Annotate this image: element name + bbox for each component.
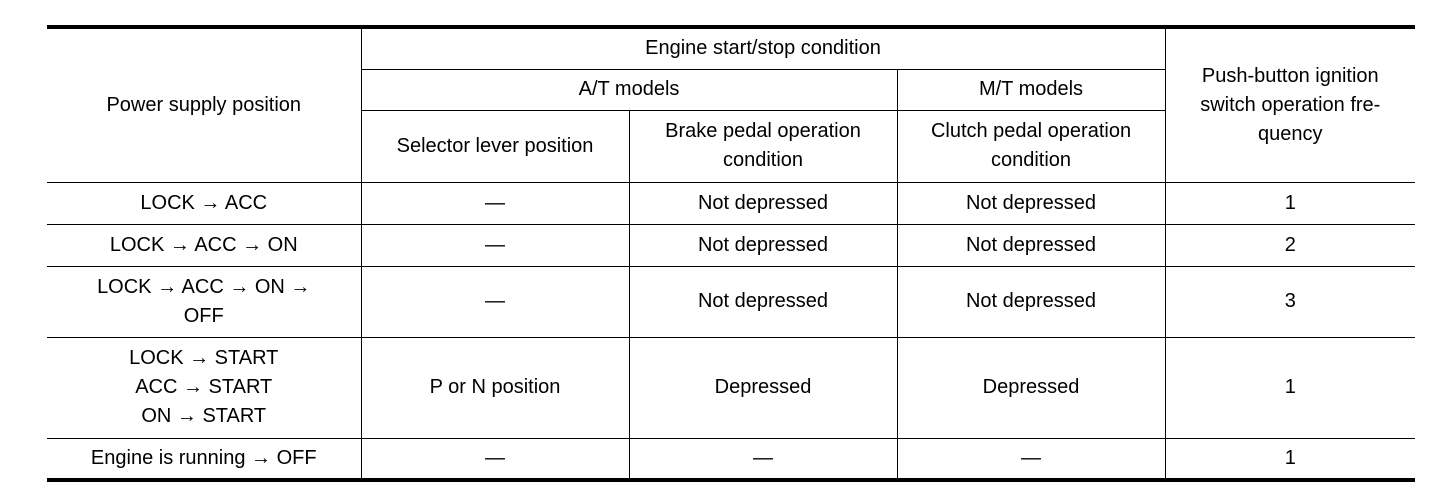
brake-cell: Depressed xyxy=(629,337,897,438)
power-supply-cell xyxy=(47,438,361,480)
header-at-models: A/T models xyxy=(361,69,897,110)
header-brake-line-1: Brake pedal operation xyxy=(665,120,861,142)
header-brake-line-2: condition xyxy=(722,149,804,171)
table-row xyxy=(47,182,1415,224)
header-ignition-line-2: switch operation fre- xyxy=(1200,93,1381,116)
frequency-cell: 1 xyxy=(1165,337,1415,438)
header-mt-models: M/T models xyxy=(897,69,1165,110)
power-supply-line: LOCK → ACC → ON → xyxy=(97,275,311,298)
frequency-cell: 1 xyxy=(1165,182,1415,224)
clutch-cell: Not depressed xyxy=(897,182,1165,224)
power-supply-line: LOCK → ACC → ON xyxy=(109,233,298,256)
power-supply-line: ON → START xyxy=(141,405,267,427)
header-row-1 xyxy=(47,27,1415,69)
table-row xyxy=(47,337,1415,438)
frequency-cell: 3 xyxy=(1165,266,1415,337)
power-supply-cell xyxy=(47,224,361,266)
frequency-cell: 1 xyxy=(1165,438,1415,480)
selector-cell: — xyxy=(361,438,629,480)
selector-cell: — xyxy=(361,182,629,224)
table-row xyxy=(47,224,1415,266)
header-clutch-pedal-condition xyxy=(897,110,1165,182)
selector-cell: — xyxy=(361,266,629,337)
header-ignition-line-1: Push-button ignition xyxy=(1201,64,1379,87)
brake-cell: Not depressed xyxy=(629,224,897,266)
power-supply-line: ACC → START xyxy=(135,376,273,398)
frequency-cell: 2 xyxy=(1165,224,1415,266)
clutch-cell: Not depressed xyxy=(897,266,1165,337)
power-supply-line: LOCK → START xyxy=(129,347,279,369)
power-supply-line: Engine is running → OFF xyxy=(90,446,317,469)
clutch-cell: Not depressed xyxy=(897,224,1165,266)
table-row xyxy=(47,266,1415,337)
header-clutch-line-2: condition xyxy=(990,149,1072,171)
selector-cell: — xyxy=(361,224,629,266)
selector-cell: P or N position xyxy=(361,337,629,438)
header-ignition-line-3: quency xyxy=(1258,122,1323,145)
ignition-operation-table xyxy=(47,25,1415,482)
header-selector-lever-position: Selector lever position xyxy=(361,110,629,182)
power-supply-line: OFF xyxy=(183,304,224,327)
clutch-cell: — xyxy=(897,438,1165,480)
brake-cell: Not depressed xyxy=(629,266,897,337)
table-row xyxy=(47,438,1415,480)
header-power-supply-position: Power supply position xyxy=(47,27,361,182)
power-supply-cell xyxy=(47,266,361,337)
header-clutch-line-1: Clutch pedal operation xyxy=(930,120,1132,142)
header-ignition-frequency xyxy=(1165,27,1415,182)
brake-cell: Not depressed xyxy=(629,182,897,224)
header-engine-start-stop-condition: Engine start/stop condition xyxy=(361,27,1165,69)
power-supply-line: LOCK → ACC xyxy=(140,191,268,214)
header-brake-pedal-condition xyxy=(629,110,897,182)
power-supply-cell xyxy=(47,337,361,438)
clutch-cell: Depressed xyxy=(897,337,1165,438)
power-supply-cell xyxy=(47,182,361,224)
brake-cell: — xyxy=(629,438,897,480)
